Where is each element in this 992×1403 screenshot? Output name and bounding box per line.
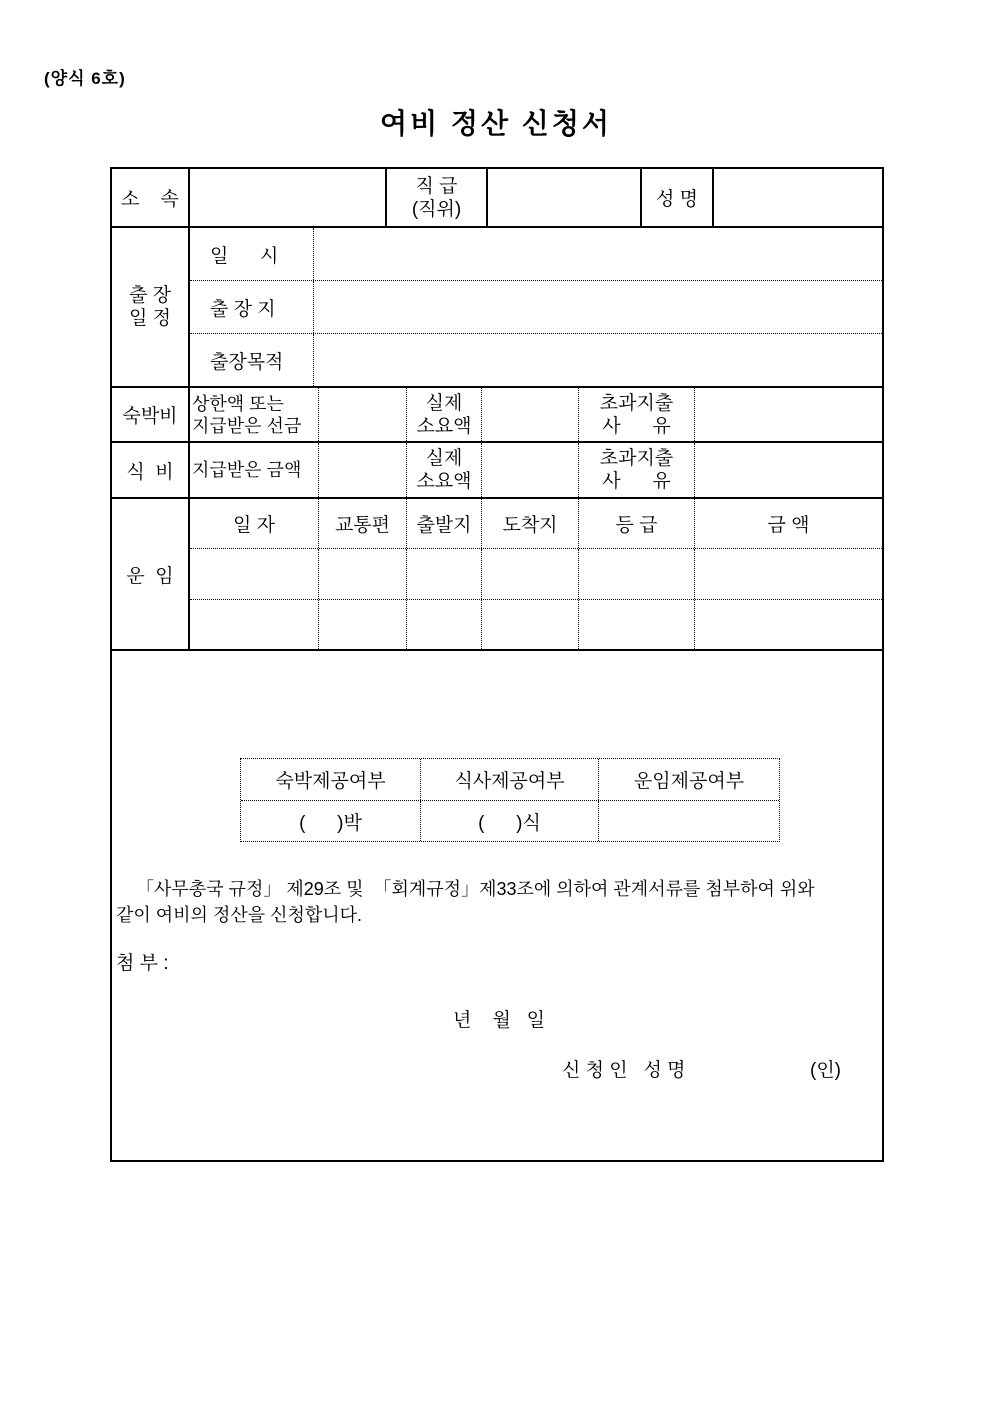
fare-section-label: 운 임 bbox=[112, 499, 190, 649]
position-label: 직 급 (직위) bbox=[387, 169, 488, 226]
info-row bbox=[112, 169, 882, 228]
lodging-actual-label: 실제 소요액 bbox=[407, 388, 482, 441]
fare-cell bbox=[319, 600, 407, 649]
provision-header-fare: 운임제공여부 bbox=[633, 771, 745, 792]
meals-row bbox=[112, 443, 882, 499]
form-code: (양식 6호) bbox=[44, 69, 126, 88]
trip-destination-label: 출 장 지 bbox=[190, 281, 314, 333]
fare-cell bbox=[482, 549, 579, 598]
trip-purpose-label: 출장목적 bbox=[190, 334, 314, 386]
fare-row bbox=[190, 600, 882, 649]
fare-header-origin: 출발지 bbox=[407, 499, 482, 548]
meals-actual-value bbox=[482, 443, 579, 497]
provision-value-meal: ( )식 bbox=[421, 801, 599, 841]
meals-excess-label: 초과지출 사 유 bbox=[579, 443, 695, 497]
fare-header-transport: 교통편 bbox=[319, 499, 407, 548]
fare-cell bbox=[579, 600, 695, 649]
trip-purpose-row bbox=[190, 334, 882, 386]
meals-limit-value bbox=[319, 443, 407, 497]
provision-header-meal: 식사제공여부 bbox=[421, 759, 599, 800]
lodging-limit-label: 상한액 또는 지급받은 선금 bbox=[190, 388, 319, 441]
provision-header-row bbox=[241, 759, 779, 801]
trip-datetime-label: 일 시 bbox=[190, 228, 314, 280]
lodging-limit-value bbox=[319, 388, 407, 441]
meals-section-label: 식 비 bbox=[112, 443, 190, 497]
fare-header-date: 일 자 bbox=[190, 499, 319, 548]
fare-cell bbox=[407, 549, 482, 598]
fare-section bbox=[112, 499, 882, 649]
fare-cell bbox=[407, 600, 482, 649]
signer-label: 신 청 인 성 명 bbox=[562, 1060, 686, 1081]
name-value bbox=[714, 169, 882, 226]
provision-header-lodging: 숙박제공여부 bbox=[241, 759, 421, 800]
trip-destination-value bbox=[314, 281, 882, 333]
fare-row bbox=[190, 549, 882, 599]
trip-datetime-row bbox=[190, 228, 882, 281]
seal-label: (인) bbox=[810, 1060, 842, 1081]
fare-cell bbox=[190, 600, 319, 649]
fare-header-class: 등 급 bbox=[579, 499, 695, 548]
provision-value-row bbox=[241, 801, 779, 841]
provision-value-lodging: ( )박 bbox=[241, 801, 421, 841]
trip-datetime-value bbox=[314, 228, 882, 280]
fare-cell bbox=[579, 549, 695, 598]
declaration-text: 「사무총국 규정」 제29조 및 「회계규정」제33조에 의하여 관계서류를 첨부하여 위와 같이 여비의 정산을 신청합니다. bbox=[116, 879, 815, 925]
meals-limit-label: 지급받은 금액 bbox=[190, 443, 319, 497]
lodging-section-label: 숙박비 bbox=[112, 388, 190, 441]
fare-header-row bbox=[190, 499, 882, 549]
trip-destination-row bbox=[190, 281, 882, 334]
declaration-box bbox=[110, 649, 884, 1162]
lodging-row bbox=[112, 388, 882, 443]
affiliation-value bbox=[190, 169, 387, 226]
trip-purpose-value bbox=[314, 334, 882, 386]
trip-schedule-label: 출 장 일 정 bbox=[112, 228, 190, 386]
lodging-excess-value bbox=[695, 388, 882, 441]
fare-cell bbox=[482, 600, 579, 649]
meals-actual-label: 실제 소요액 bbox=[407, 443, 482, 497]
fare-header-destination: 도착지 bbox=[482, 499, 579, 548]
attachment-label: 첨 부 : bbox=[116, 953, 169, 974]
date-line: 년 월 일 bbox=[453, 1010, 546, 1031]
trip-schedule-section bbox=[112, 228, 882, 388]
position-value bbox=[488, 169, 642, 226]
fare-header-amount: 금 액 bbox=[767, 515, 810, 537]
provision-table bbox=[240, 758, 780, 842]
name-label: 성 명 bbox=[642, 169, 714, 226]
lodging-actual-value bbox=[482, 388, 579, 441]
page-title: 여비 정산 신청서 bbox=[380, 108, 612, 139]
lodging-excess-label: 초과지출 사 유 bbox=[579, 388, 695, 441]
fare-cell bbox=[319, 549, 407, 598]
affiliation-label: 소 속 bbox=[112, 169, 190, 226]
provision-value-fare bbox=[599, 801, 779, 841]
meals-excess-value bbox=[695, 443, 882, 497]
fare-cell bbox=[190, 549, 319, 598]
fare-cell bbox=[695, 600, 882, 649]
fare-cell bbox=[695, 549, 882, 598]
expense-form-table bbox=[110, 167, 884, 651]
